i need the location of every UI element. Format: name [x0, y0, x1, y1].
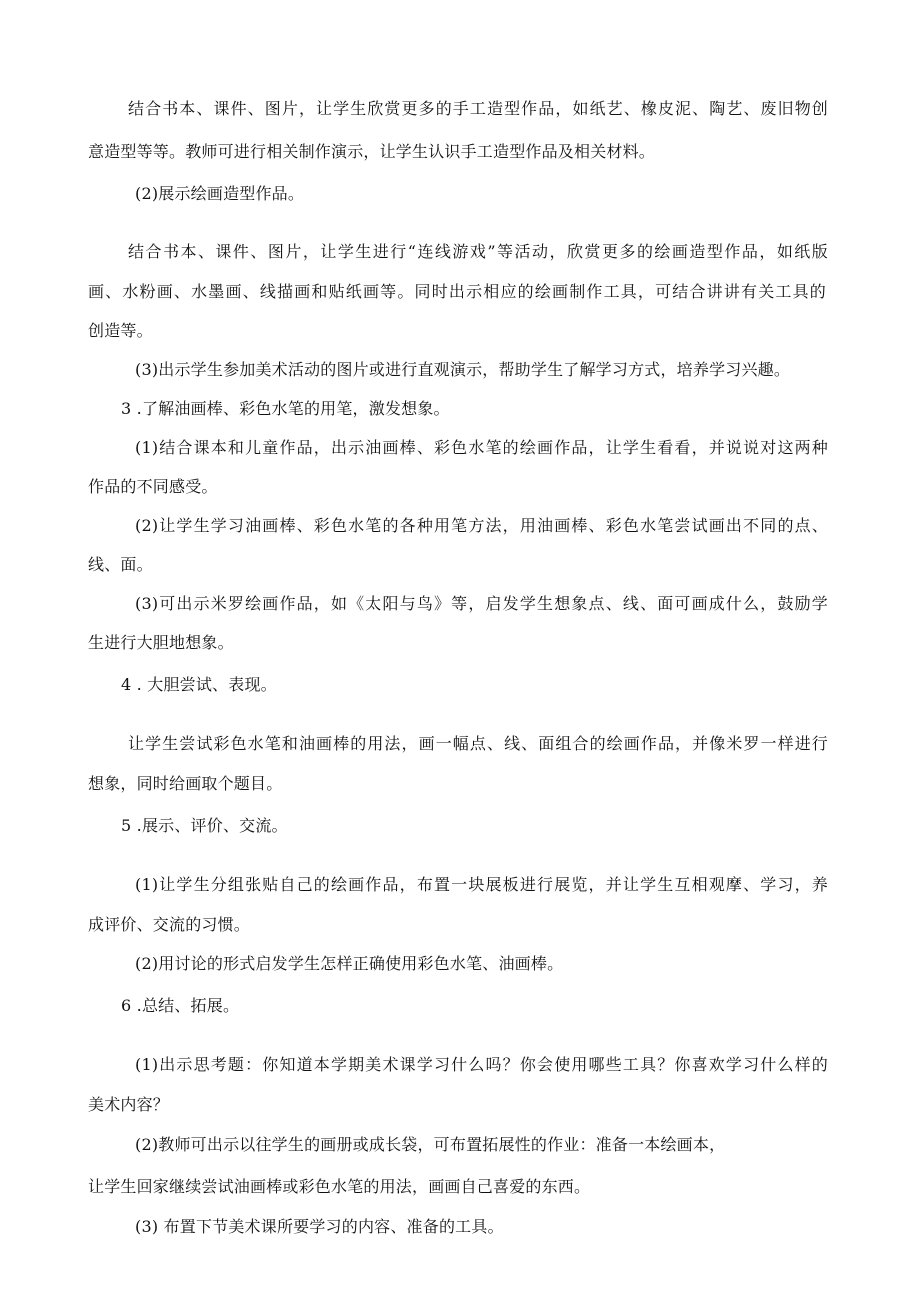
paragraph-line: 意造型等等。教师可进行相关制作演示，让学生认识手工造型作品及相关材料。: [88, 142, 656, 161]
list-item: (3) 布置下节美术课所要学习的内容、准备的工具。: [135, 1217, 504, 1236]
list-item: (1)出示思考题：你知道本学期美术课学习什么吗？你会使用哪些工具？你喜欢学习什么样的: [135, 1055, 828, 1074]
list-item: (3)可出示米罗绘画作品，如《太阳与鸟》等，启发学生想象点、线、面可画成什么，鼓励学: [135, 594, 828, 613]
paragraph-line: 线、面。: [88, 555, 153, 574]
paragraph-line: 生进行大胆地想象。: [88, 633, 234, 652]
section-heading: 6 .总结、拓展。: [121, 996, 240, 1015]
paragraph-line: 美术内容？: [88, 1095, 170, 1114]
paragraph-line: 画、水粉画、水墨画、线描画和贴纸画等。同时出示相应的绘画制作工具，可结合讲讲有关工具的: [88, 282, 826, 301]
list-item: (2)展示绘画造型作品。: [135, 184, 305, 203]
list-item: (3)出示学生参加美术活动的图片或进行直观演示，帮助学生了解学习方式，培养学习兴趣。: [135, 360, 791, 379]
list-item: (2)教师可出示以往学生的画册或成长袋，可布置拓展性的作业：准备一本绘画本，: [135, 1135, 726, 1154]
paragraph-line: 让学生回家继续尝试油画棒或彩色水笔的用法，画画自己喜爱的东西。: [88, 1177, 591, 1196]
paragraph-line: 结合书本、课件、图片，让学生进行“连线游戏”等活动，欣赏更多的绘画造型作品，如纸版: [128, 242, 828, 261]
paragraph-line: 结合书本、课件、图片，让学生欣赏更多的手工造型作品，如纸艺、橡皮泥、陶艺、废旧物创: [128, 99, 828, 118]
section-heading: 5 .展示、评价、交流。: [121, 816, 288, 835]
list-item: (1)让学生分组张贴自己的绘画作品，布置一块展板进行展览，并让学生互相观摩、学习，养: [135, 875, 828, 894]
paragraph-line: 创造等。: [88, 321, 153, 340]
list-item: (2)用讨论的形式启发学生怎样正确使用彩色水笔、油画棒。: [135, 954, 564, 973]
paragraph-line: 成评价、交流的习惯。: [88, 915, 251, 934]
list-item: (1)结合课本和儿童作品，出示油画棒、彩色水笔的绘画作品，让学生看看，并说说对这两种: [135, 438, 828, 457]
list-item: (2)让学生学习油画棒、彩色水笔的各种用笔方法，用油画棒、彩色水笔尝试画出不同的点、: [135, 516, 828, 535]
section-heading: 4 . 大胆尝试、表现。: [121, 675, 277, 694]
section-heading: 3 .了解油画棒、彩色水笔的用笔，激发想象。: [121, 399, 450, 418]
paragraph-line: 想象，同时给画取个题目。: [88, 774, 283, 793]
paragraph-line: 让学生尝试彩色水笔和油画棒的用法，画一幅点、线、面组合的绘画作品，并像米罗一样进行: [128, 734, 828, 753]
paragraph-line: 作品的不同感受。: [88, 477, 218, 496]
